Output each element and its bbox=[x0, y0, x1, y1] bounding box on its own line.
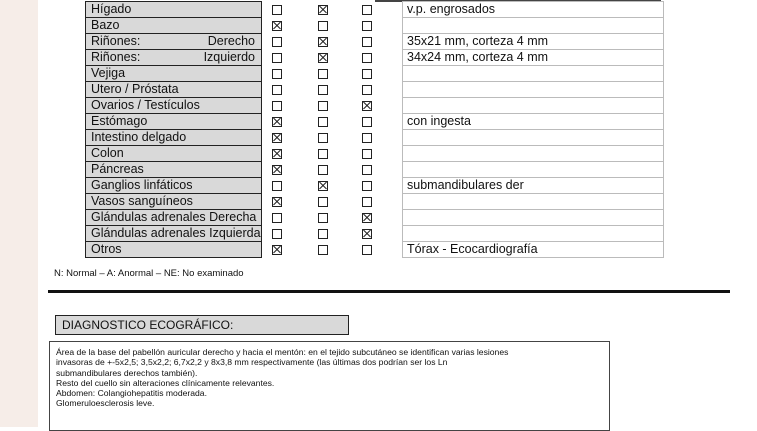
diagnosis-line: invasoras de +-5x2,5; 3,5x2,2; 6,7x2,2 y 8x3,8 mm respectivamente (las últimas dos podrían ser los Ln bbox=[56, 357, 448, 368]
organ-name-cell bbox=[86, 130, 262, 146]
organ-name-cell bbox=[86, 2, 262, 18]
organ-name-cell bbox=[86, 178, 262, 194]
organ-name-cell bbox=[86, 226, 262, 242]
organ-name: Bazo bbox=[91, 18, 120, 32]
not-examined-checkbox-cell bbox=[358, 34, 403, 50]
section-divider bbox=[48, 290, 730, 293]
diagnosis-line: submandibulares derechos también). bbox=[56, 367, 198, 378]
abnormal-checkbox-cell bbox=[312, 210, 358, 226]
observation-field[interactable] bbox=[403, 146, 664, 162]
normal-checkbox[interactable] bbox=[272, 213, 282, 223]
not-examined-checkbox-cell bbox=[358, 146, 403, 162]
not-examined-checkbox-cell bbox=[358, 162, 403, 178]
abnormal-checkbox[interactable] bbox=[318, 21, 328, 31]
not-examined-checkbox[interactable] bbox=[362, 229, 372, 239]
normal-checkbox[interactable] bbox=[272, 245, 282, 255]
abnormal-checkbox[interactable] bbox=[318, 229, 328, 239]
table-row bbox=[86, 34, 664, 50]
abnormal-checkbox[interactable] bbox=[318, 37, 328, 47]
organ-name: Ganglios linfáticos bbox=[91, 178, 193, 192]
normal-checkbox[interactable] bbox=[272, 53, 282, 63]
normal-checkbox[interactable] bbox=[272, 149, 282, 159]
normal-checkbox-cell bbox=[262, 226, 313, 242]
organ-name: Colon bbox=[91, 146, 124, 160]
abnormal-checkbox[interactable] bbox=[318, 213, 328, 223]
abnormal-checkbox-cell bbox=[312, 66, 358, 82]
table-row bbox=[86, 146, 664, 162]
organ-name-cell bbox=[86, 210, 262, 226]
observation-field[interactable]: con ingesta bbox=[403, 114, 664, 130]
not-examined-checkbox[interactable] bbox=[362, 117, 372, 127]
not-examined-checkbox-cell bbox=[358, 130, 403, 146]
abnormal-checkbox[interactable] bbox=[318, 165, 328, 175]
not-examined-checkbox-cell bbox=[358, 114, 403, 130]
abnormal-checkbox-cell bbox=[312, 226, 358, 242]
not-examined-checkbox-cell bbox=[358, 178, 403, 194]
abnormal-checkbox[interactable] bbox=[318, 101, 328, 111]
normal-checkbox-cell bbox=[262, 66, 313, 82]
normal-checkbox-cell bbox=[262, 242, 313, 258]
organ-name: Páncreas bbox=[91, 162, 144, 176]
abnormal-checkbox-cell bbox=[312, 194, 358, 210]
observation-field[interactable]: v.p. engrosados bbox=[403, 2, 664, 18]
abnormal-checkbox-cell bbox=[312, 162, 358, 178]
table-row bbox=[86, 2, 664, 18]
diagnosis-line: Resto del cuello sin alteraciones clínicamente relevantes. bbox=[56, 377, 275, 388]
organ-name-cell bbox=[86, 98, 262, 114]
observation-field[interactable]: Tórax - Ecocardiografía bbox=[403, 242, 664, 258]
not-examined-checkbox[interactable] bbox=[362, 213, 372, 223]
observation-field[interactable] bbox=[403, 162, 664, 178]
table-row bbox=[86, 98, 664, 114]
normal-checkbox[interactable] bbox=[272, 197, 282, 207]
abnormal-checkbox-cell bbox=[312, 146, 358, 162]
observation-field[interactable] bbox=[403, 130, 664, 146]
observation-field[interactable] bbox=[403, 210, 664, 226]
observation-field[interactable] bbox=[403, 226, 664, 242]
abnormal-checkbox[interactable] bbox=[318, 245, 328, 255]
abnormal-checkbox-cell bbox=[312, 18, 358, 34]
organ-name-cell bbox=[86, 242, 262, 258]
page-margin bbox=[0, 0, 38, 427]
normal-checkbox-cell bbox=[262, 194, 313, 210]
table-row bbox=[86, 50, 664, 66]
diagnosis-line: Área de la base del pabellón auricular derecho y hacia el mentón: en el tejido subcutáneo se identifican varias lesiones bbox=[56, 347, 509, 357]
organ-name-cell bbox=[86, 114, 262, 130]
normal-checkbox[interactable] bbox=[272, 85, 282, 95]
normal-checkbox-cell bbox=[262, 114, 313, 130]
normal-checkbox-cell bbox=[262, 50, 313, 66]
abnormal-checkbox[interactable] bbox=[318, 5, 328, 15]
abnormal-checkbox-cell bbox=[312, 114, 358, 130]
abnormal-checkbox[interactable] bbox=[318, 117, 328, 127]
abnormal-checkbox-cell bbox=[312, 242, 358, 258]
not-examined-checkbox[interactable] bbox=[362, 85, 372, 95]
normal-checkbox[interactable] bbox=[272, 165, 282, 175]
organ-name-cell bbox=[86, 66, 262, 82]
organ-name: Estómago bbox=[91, 114, 148, 128]
normal-checkbox[interactable] bbox=[272, 181, 282, 191]
not-examined-checkbox-cell bbox=[358, 98, 403, 114]
observation-field[interactable] bbox=[403, 98, 664, 114]
normal-checkbox-cell bbox=[262, 82, 313, 98]
abnormal-checkbox[interactable] bbox=[318, 181, 328, 191]
not-examined-checkbox[interactable] bbox=[362, 69, 372, 79]
organ-name: Intestino delgado bbox=[91, 130, 187, 144]
organ-name-cell bbox=[86, 194, 262, 210]
organ-name: Hígado bbox=[91, 2, 132, 16]
not-examined-checkbox[interactable] bbox=[362, 181, 372, 191]
abnormal-checkbox[interactable] bbox=[318, 85, 328, 95]
organ-name: Glándulas adrenales Derecha bbox=[91, 210, 257, 224]
abnormal-checkbox[interactable] bbox=[318, 53, 328, 63]
normal-checkbox[interactable] bbox=[272, 37, 282, 47]
not-examined-checkbox-cell bbox=[358, 2, 403, 18]
observation-field[interactable]: 34x24 mm, corteza 4 mm bbox=[403, 50, 664, 66]
not-examined-checkbox-cell bbox=[358, 194, 403, 210]
organ-name-cell bbox=[86, 146, 262, 162]
not-examined-checkbox[interactable] bbox=[362, 133, 372, 143]
not-examined-checkbox-cell bbox=[358, 82, 403, 98]
abnormal-checkbox-cell bbox=[312, 34, 358, 50]
table-row bbox=[86, 210, 664, 226]
table-row bbox=[86, 82, 664, 98]
diagnosis-line: Abdomen: Colangiohepatitis moderada. bbox=[56, 388, 207, 399]
organ-name: Glándulas adrenales Izquierda bbox=[91, 226, 261, 240]
not-examined-checkbox-cell bbox=[358, 66, 403, 82]
normal-checkbox-cell bbox=[262, 178, 313, 194]
not-examined-checkbox[interactable] bbox=[362, 53, 372, 63]
table-row bbox=[86, 66, 664, 82]
table-row bbox=[86, 130, 664, 146]
not-examined-checkbox-cell bbox=[358, 18, 403, 34]
normal-checkbox-cell bbox=[262, 210, 313, 226]
not-examined-checkbox-cell bbox=[358, 210, 403, 226]
organ-name-cell bbox=[86, 50, 262, 66]
not-examined-checkbox[interactable] bbox=[362, 37, 372, 47]
organ-name-cell bbox=[86, 162, 262, 178]
normal-checkbox[interactable] bbox=[272, 101, 282, 111]
organ-name: Vasos sanguíneos bbox=[91, 194, 193, 208]
organ-name: Riñones: bbox=[91, 34, 141, 48]
not-examined-checkbox[interactable] bbox=[362, 197, 372, 207]
normal-checkbox-cell bbox=[262, 162, 313, 178]
normal-checkbox-cell bbox=[262, 18, 313, 34]
observation-field[interactable] bbox=[403, 82, 664, 98]
table-row bbox=[86, 18, 664, 34]
organ-name: Riñones: bbox=[91, 50, 141, 64]
not-examined-checkbox[interactable] bbox=[362, 245, 372, 255]
not-examined-checkbox[interactable] bbox=[362, 5, 372, 15]
abnormal-checkbox[interactable] bbox=[318, 197, 328, 207]
diagnosis-line: Glomeruloesclerosis leve. bbox=[56, 398, 155, 409]
observation-field[interactable] bbox=[403, 18, 664, 34]
normal-checkbox-cell bbox=[262, 2, 313, 18]
observation-field[interactable] bbox=[403, 66, 664, 82]
organ-name: Utero / Próstata bbox=[91, 82, 179, 96]
normal-checkbox[interactable] bbox=[272, 5, 282, 15]
organ-name-cell bbox=[86, 34, 262, 50]
not-examined-checkbox[interactable] bbox=[362, 165, 372, 175]
not-examined-checkbox-cell bbox=[358, 242, 403, 258]
diagnosis-title: DIAGNOSTICO ECOGRÁFICO: bbox=[55, 315, 349, 335]
table-row bbox=[86, 162, 664, 178]
abnormal-checkbox[interactable] bbox=[318, 133, 328, 143]
abnormal-checkbox-cell bbox=[312, 98, 358, 114]
not-examined-checkbox-cell bbox=[358, 226, 403, 242]
normal-checkbox[interactable] bbox=[272, 69, 282, 79]
not-examined-checkbox[interactable] bbox=[362, 149, 372, 159]
observation-field[interactable] bbox=[403, 194, 664, 210]
table-row bbox=[86, 242, 664, 258]
not-examined-checkbox[interactable] bbox=[362, 21, 372, 31]
diagnosis-text-box[interactable] bbox=[49, 341, 610, 431]
organ-side: Izquierdo bbox=[203, 50, 255, 64]
abnormal-checkbox-cell bbox=[312, 2, 358, 18]
not-examined-checkbox-cell bbox=[358, 50, 403, 66]
abnormal-checkbox-cell bbox=[312, 178, 358, 194]
organ-name: Ovarios / Testículos bbox=[91, 98, 200, 112]
normal-checkbox[interactable] bbox=[272, 229, 282, 239]
normal-checkbox-cell bbox=[262, 130, 313, 146]
table-row bbox=[86, 178, 664, 194]
organ-name: Otros bbox=[91, 242, 122, 256]
organ-name: Vejiga bbox=[91, 66, 126, 80]
table-row bbox=[86, 114, 664, 130]
normal-checkbox-cell bbox=[262, 146, 313, 162]
table-row bbox=[86, 226, 664, 242]
observation-field[interactable]: 35x21 mm, corteza 4 mm bbox=[403, 34, 664, 50]
normal-checkbox[interactable] bbox=[272, 21, 282, 31]
normal-checkbox-cell bbox=[262, 34, 313, 50]
normal-checkbox[interactable] bbox=[272, 133, 282, 143]
abnormal-checkbox-cell bbox=[312, 130, 358, 146]
abnormal-checkbox[interactable] bbox=[318, 149, 328, 159]
abnormal-checkbox[interactable] bbox=[318, 69, 328, 79]
table-row bbox=[86, 194, 664, 210]
organ-name-cell bbox=[86, 82, 262, 98]
organ-side: Derecho bbox=[207, 34, 255, 48]
organ-name-cell bbox=[86, 18, 262, 34]
observation-field[interactable]: submandibulares der bbox=[403, 178, 664, 194]
organ-findings-table bbox=[85, 1, 664, 258]
abnormal-checkbox-cell bbox=[312, 82, 358, 98]
abnormal-checkbox-cell bbox=[312, 50, 358, 66]
normal-checkbox[interactable] bbox=[272, 117, 282, 127]
normal-checkbox-cell bbox=[262, 98, 313, 114]
not-examined-checkbox[interactable] bbox=[362, 101, 372, 111]
legend: N: Normal – A: Anormal – NE: No examinado bbox=[54, 268, 244, 279]
